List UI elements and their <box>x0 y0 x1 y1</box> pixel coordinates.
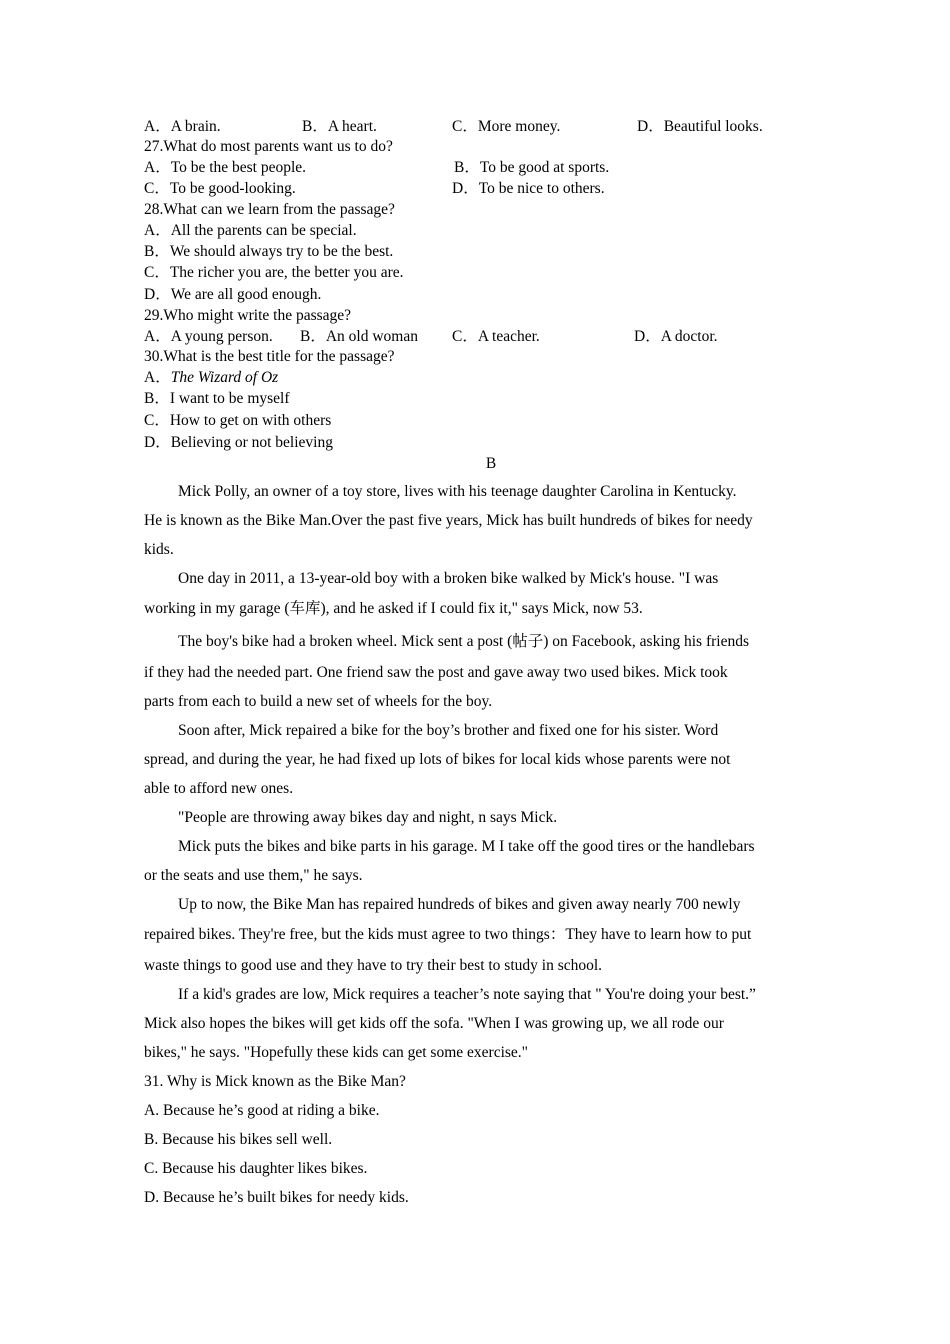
q30-option-a-prefix: A． <box>144 369 171 386</box>
passage-line: One day in 2011, a 13-year-old boy with a broken bike walked by Mick's house. "I was <box>178 570 719 587</box>
passage-line: The boy's bike had a broken wheel. Mick sent a post (帖子) on Facebook, asking his friends <box>178 633 750 650</box>
q30-option-c: C．How to get on with others <box>144 412 332 429</box>
q28-option-b: B．We should always try to be the best. <box>144 243 394 260</box>
section-b-heading: B <box>485 455 497 472</box>
q27-option-a: A．To be the best people. <box>144 159 307 176</box>
passage-line: Soon after, Mick repaired a bike for the boy’s brother and fixed one for his sister. Word <box>178 722 719 739</box>
q27-option-d: D．To be nice to others. <box>452 180 605 197</box>
passage-line: able to afford new ones. <box>144 780 294 797</box>
q30-option-b: B．I want to be myself <box>144 390 290 407</box>
passage-line: bikes," he says. "Hopefully these kids can get some exercise." <box>144 1044 528 1061</box>
passage-line: He is known as the Bike Man.Over the past five years, Mick has built hundreds of bikes for needy <box>144 512 753 529</box>
q26-option-b: B．A heart. <box>302 118 377 135</box>
passage-line: Mick puts the bikes and bike parts in his garage. M I take off the good tires or the handlebars <box>178 838 755 855</box>
q29-option-a: A．A young person. <box>144 328 273 345</box>
passage-line: If a kid's grades are low, Mick requires a teacher’s note saying that " You're doing your best.” <box>178 986 756 1003</box>
q31-option-d: D. Because he’s built bikes for needy kids. <box>144 1189 409 1206</box>
q29-option-c: C．A teacher. <box>452 328 540 345</box>
passage-line: repaired bikes. They're free, but the kids must agree to two things：They have to learn how to put <box>144 926 752 943</box>
passage-line: Up to now, the Bike Man has repaired hundreds of bikes and given away nearly 700 newly <box>178 896 741 913</box>
q26-option-a: A．A brain. <box>144 118 221 135</box>
q29-question: 29.Who might write the passage? <box>144 307 352 324</box>
q30-option-a <box>144 368 278 388</box>
q26-option-c: C．More money. <box>452 118 561 135</box>
passage-line: kids. <box>144 541 174 558</box>
passage-line: Mick also hopes the bikes will get kids off the sofa. "When I was growing up, we all rode our <box>144 1015 724 1032</box>
passage-line: working in my garage (车库), and he asked if I could fix it," says Mick, now 53. <box>144 600 643 617</box>
q30-question: 30.What is the best title for the passage? <box>144 348 395 365</box>
q30-option-a-title: The Wizard of Oz <box>170 369 279 386</box>
q31-option-b: B. Because his bikes sell well. <box>144 1131 333 1148</box>
q28-question: 28.What can we learn from the passage? <box>144 201 395 218</box>
q27-option-b: B．To be good at sports. <box>454 159 610 176</box>
q28-option-d: D．We are all good enough. <box>144 286 322 303</box>
passage-line: spread, and during the year, he had fixed up lots of bikes for local kids whose parents were not <box>144 751 731 768</box>
q26-option-d: D．Beautiful looks. <box>637 118 763 135</box>
q31-question: 31. Why is Mick known as the Bike Man? <box>144 1073 406 1090</box>
q31-option-a: A. Because he’s good at riding a bike. <box>144 1102 380 1119</box>
q28-option-c: C．The richer you are, the better you are. <box>144 264 404 281</box>
passage-line: waste things to good use and they have to try their best to study in school. <box>144 957 603 974</box>
passage-line: parts from each to build a new set of wheels for the boy. <box>144 693 493 710</box>
q27-option-c: C．To be good-looking. <box>144 180 296 197</box>
passage-line: "People are throwing away bikes day and night, n says Mick. <box>178 809 558 826</box>
q27-question: 27.What do most parents want us to do? <box>144 138 393 155</box>
passage-line: or the seats and use them," he says. <box>144 867 363 884</box>
q29-option-b: B．An old woman <box>300 328 418 345</box>
q29-option-d: D．A doctor. <box>634 328 718 345</box>
q31-option-c: C. Because his daughter likes bikes. <box>144 1160 368 1177</box>
q30-option-d: D．Believing or not believing <box>144 434 333 451</box>
q28-option-a: A．All the parents can be special. <box>144 222 357 239</box>
passage-line: Mick Polly, an owner of a toy store, lives with his teenage daughter Carolina in Kentucky. <box>178 483 737 500</box>
passage-line: if they had the needed part. One friend saw the post and gave away two used bikes. Mick took <box>144 664 728 681</box>
